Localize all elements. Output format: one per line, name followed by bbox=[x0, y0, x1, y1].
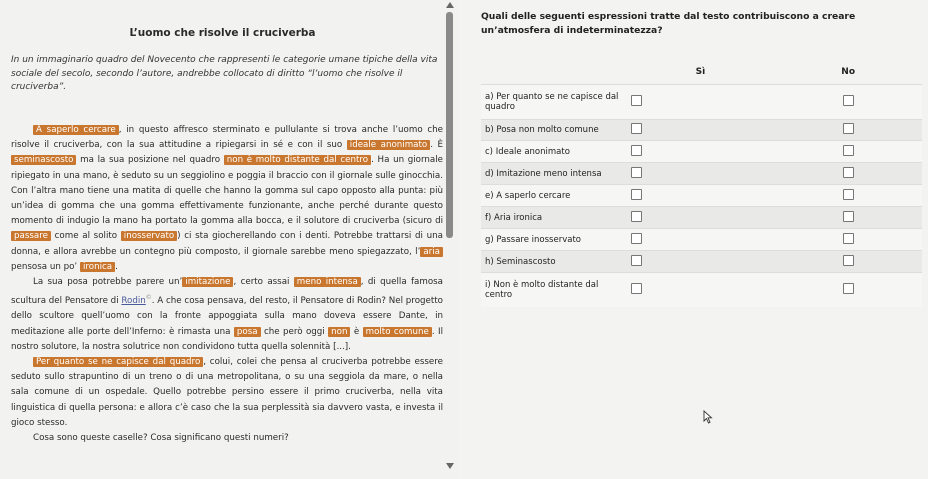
row-label: b) Posa non molto comune bbox=[481, 120, 627, 141]
text: , colui, colei che pensa al cruciverba potrebbe essere seduto sullo strapuntino di un treno o di una metropolitana, o su una seggiola da mare, o nella sala comune di un ospedale. Quello potrebbe persino essere il primo cruciverba, nella vita linguistica di quella persona: e allora c’è caso che la sua perplessità sia davvero vasta, e investa il gioco stesso. bbox=[11, 356, 443, 428]
text: , in questo affresco sterminato e pullulante si trova anche l’uomo che risolve il cruciverba, con la sua attitudine a ripiegarsi in sé e con il suo bbox=[11, 125, 443, 151]
text: . bbox=[115, 261, 118, 272]
highlight: Per quanto se ne capisce dal quadro bbox=[33, 357, 203, 367]
yes-cell bbox=[627, 141, 775, 163]
highlight: seminascosto bbox=[11, 155, 76, 165]
no-cell bbox=[774, 141, 922, 163]
no-checkbox[interactable] bbox=[843, 123, 854, 134]
highlight: non bbox=[328, 327, 350, 337]
table-row bbox=[481, 163, 922, 185]
row-label: g) Passare inosservato bbox=[481, 229, 627, 251]
paragraph-1 bbox=[11, 123, 443, 275]
text: come al solito bbox=[50, 231, 121, 242]
answer-grid bbox=[481, 60, 922, 307]
passage-text bbox=[11, 123, 443, 446]
yes-checkbox[interactable] bbox=[631, 123, 642, 134]
no-cell bbox=[774, 207, 922, 229]
yes-checkbox[interactable] bbox=[631, 189, 642, 200]
passage-title: L’uomo che risolve il cruciverba bbox=[129, 27, 316, 39]
no-checkbox[interactable] bbox=[843, 255, 854, 266]
paragraph-4: Cosa sono queste caselle? Cosa significano questi numeri? bbox=[33, 432, 289, 443]
yes-checkbox[interactable] bbox=[631, 255, 642, 266]
scroll-up-arrow-icon[interactable] bbox=[446, 2, 454, 8]
passage-panel[interactable] bbox=[0, 0, 458, 479]
question-panel bbox=[478, 0, 928, 479]
no-cell bbox=[774, 120, 922, 141]
no-checkbox[interactable] bbox=[843, 145, 854, 156]
row-label: h) Seminascosto bbox=[481, 251, 627, 273]
text: pensosa un po’ bbox=[11, 261, 80, 272]
highlight: aria bbox=[420, 247, 443, 257]
yes-checkbox[interactable] bbox=[631, 95, 642, 106]
yes-cell bbox=[627, 273, 775, 307]
highlight: A saperlo cercare bbox=[33, 125, 119, 135]
table-row bbox=[481, 141, 922, 163]
no-cell bbox=[774, 251, 922, 273]
text: . È bbox=[430, 140, 444, 151]
no-cell bbox=[774, 273, 922, 307]
no-checkbox[interactable] bbox=[843, 283, 854, 294]
passage-intro: In un immaginario quadro del Novecento che rappresenti le categorie umane tipiche della vita sociale del secolo, secondo l’autore, andrebbe collocato di diritto “l’uomo che risolve il cruciverba”. bbox=[11, 55, 438, 92]
column-yes: Sì bbox=[695, 67, 706, 77]
footnote-marker[interactable]: © bbox=[145, 294, 152, 302]
text: . Il nostro solutore, la nostra solutrice non condividono tutta quella solennità [...]. bbox=[11, 326, 443, 352]
scroll-down-arrow-icon[interactable] bbox=[446, 463, 454, 469]
paragraph-2 bbox=[11, 275, 443, 355]
text: che però oggi bbox=[260, 326, 329, 337]
yes-cell bbox=[627, 229, 775, 251]
table-row bbox=[481, 229, 922, 251]
no-cell bbox=[774, 185, 922, 207]
highlight: passare bbox=[11, 231, 51, 241]
row-label: d) Imitazione meno intensa bbox=[481, 163, 627, 185]
text: . Ha un giornale ripiegato in una mano, è seduto su un seggiolino e poggia il braccio con il giornale sulle ginocchia. Con l’altra mano tiene una matita di quelle che hanno la gomma sul capo opposto alla punta: più un’idea di gomma che una gomma effettivamente funzionante, anche perché durante questo momento di indugio la mano ha portato la gomma alla bocca, e il solutore di cruciverba (sicuro di bbox=[11, 155, 443, 227]
text: , certo assai bbox=[233, 277, 294, 288]
highlight: ironica bbox=[80, 262, 115, 272]
yes-checkbox[interactable] bbox=[631, 145, 642, 156]
scrollbar-thumb[interactable] bbox=[446, 12, 453, 238]
no-cell bbox=[774, 163, 922, 185]
no-checkbox[interactable] bbox=[843, 95, 854, 106]
highlight: non è molto distante dal centro bbox=[224, 155, 371, 165]
table-row bbox=[481, 207, 922, 229]
no-checkbox[interactable] bbox=[843, 189, 854, 200]
yes-cell bbox=[627, 207, 775, 229]
yes-checkbox[interactable] bbox=[631, 211, 642, 222]
row-label: f) Aria ironica bbox=[481, 207, 627, 229]
header-blank bbox=[481, 60, 627, 85]
row-label: i) Non è molto distante dal centro bbox=[481, 273, 627, 307]
yes-checkbox[interactable] bbox=[631, 167, 642, 178]
no-checkbox[interactable] bbox=[843, 211, 854, 222]
table-row bbox=[481, 120, 922, 141]
yes-cell bbox=[627, 163, 775, 185]
row-label: a) Per quanto se ne capisce dal quadro bbox=[481, 85, 627, 120]
yes-cell bbox=[627, 251, 775, 273]
row-label: e) A saperlo cercare bbox=[481, 185, 627, 207]
text: . A che cosa pensava, del resto, il Pensatore di Rodin? Nel progetto dello scultore quell’uomo con la fronte appoggiata sulla mano doveva essere Dante, in meditazione alle porte dell’Inferno: è rimasta una bbox=[11, 296, 443, 337]
yes-cell bbox=[627, 85, 775, 120]
rodin-link[interactable]: Rodin bbox=[121, 296, 146, 307]
highlight: posa bbox=[234, 327, 261, 337]
table-row bbox=[481, 273, 922, 307]
yes-cell bbox=[627, 185, 775, 207]
text: ma la sua posizione nel quadro bbox=[76, 155, 224, 166]
highlight: inosservato bbox=[121, 231, 177, 241]
mouse-cursor-icon bbox=[703, 410, 713, 424]
text: La sua posa potrebbe parere un’ bbox=[33, 277, 183, 288]
text: , di quella famosa scultura del Pensatore di bbox=[11, 277, 444, 307]
highlight: ideale anonimato bbox=[347, 140, 430, 150]
text: ) ci sta giocherellando con i denti. Potrebbe trattarsi di una donna, e allora avrebbe un contegno più composto, il giornale sarebbe meno spiegazzato, l’ bbox=[11, 231, 443, 257]
column-no: No bbox=[841, 67, 855, 77]
table-row bbox=[481, 185, 922, 207]
paragraph-3 bbox=[11, 355, 443, 431]
table-row bbox=[481, 85, 922, 120]
highlight: meno intensa bbox=[294, 277, 361, 287]
table-row bbox=[481, 251, 922, 273]
no-cell bbox=[774, 229, 922, 251]
no-checkbox[interactable] bbox=[843, 233, 854, 244]
text: è bbox=[350, 326, 363, 337]
yes-checkbox[interactable] bbox=[631, 283, 642, 294]
highlight: molto comune bbox=[363, 327, 432, 337]
no-checkbox[interactable] bbox=[843, 167, 854, 178]
yes-checkbox[interactable] bbox=[631, 233, 642, 244]
row-label: c) Ideale anonimato bbox=[481, 141, 627, 163]
yes-cell bbox=[627, 120, 775, 141]
highlight: imitazione bbox=[182, 277, 233, 287]
no-cell bbox=[774, 85, 922, 120]
question-text: Quali delle seguenti espressioni tratte dal testo contribuiscono a creare un’atmosfera di indeterminatezza? bbox=[481, 11, 856, 36]
